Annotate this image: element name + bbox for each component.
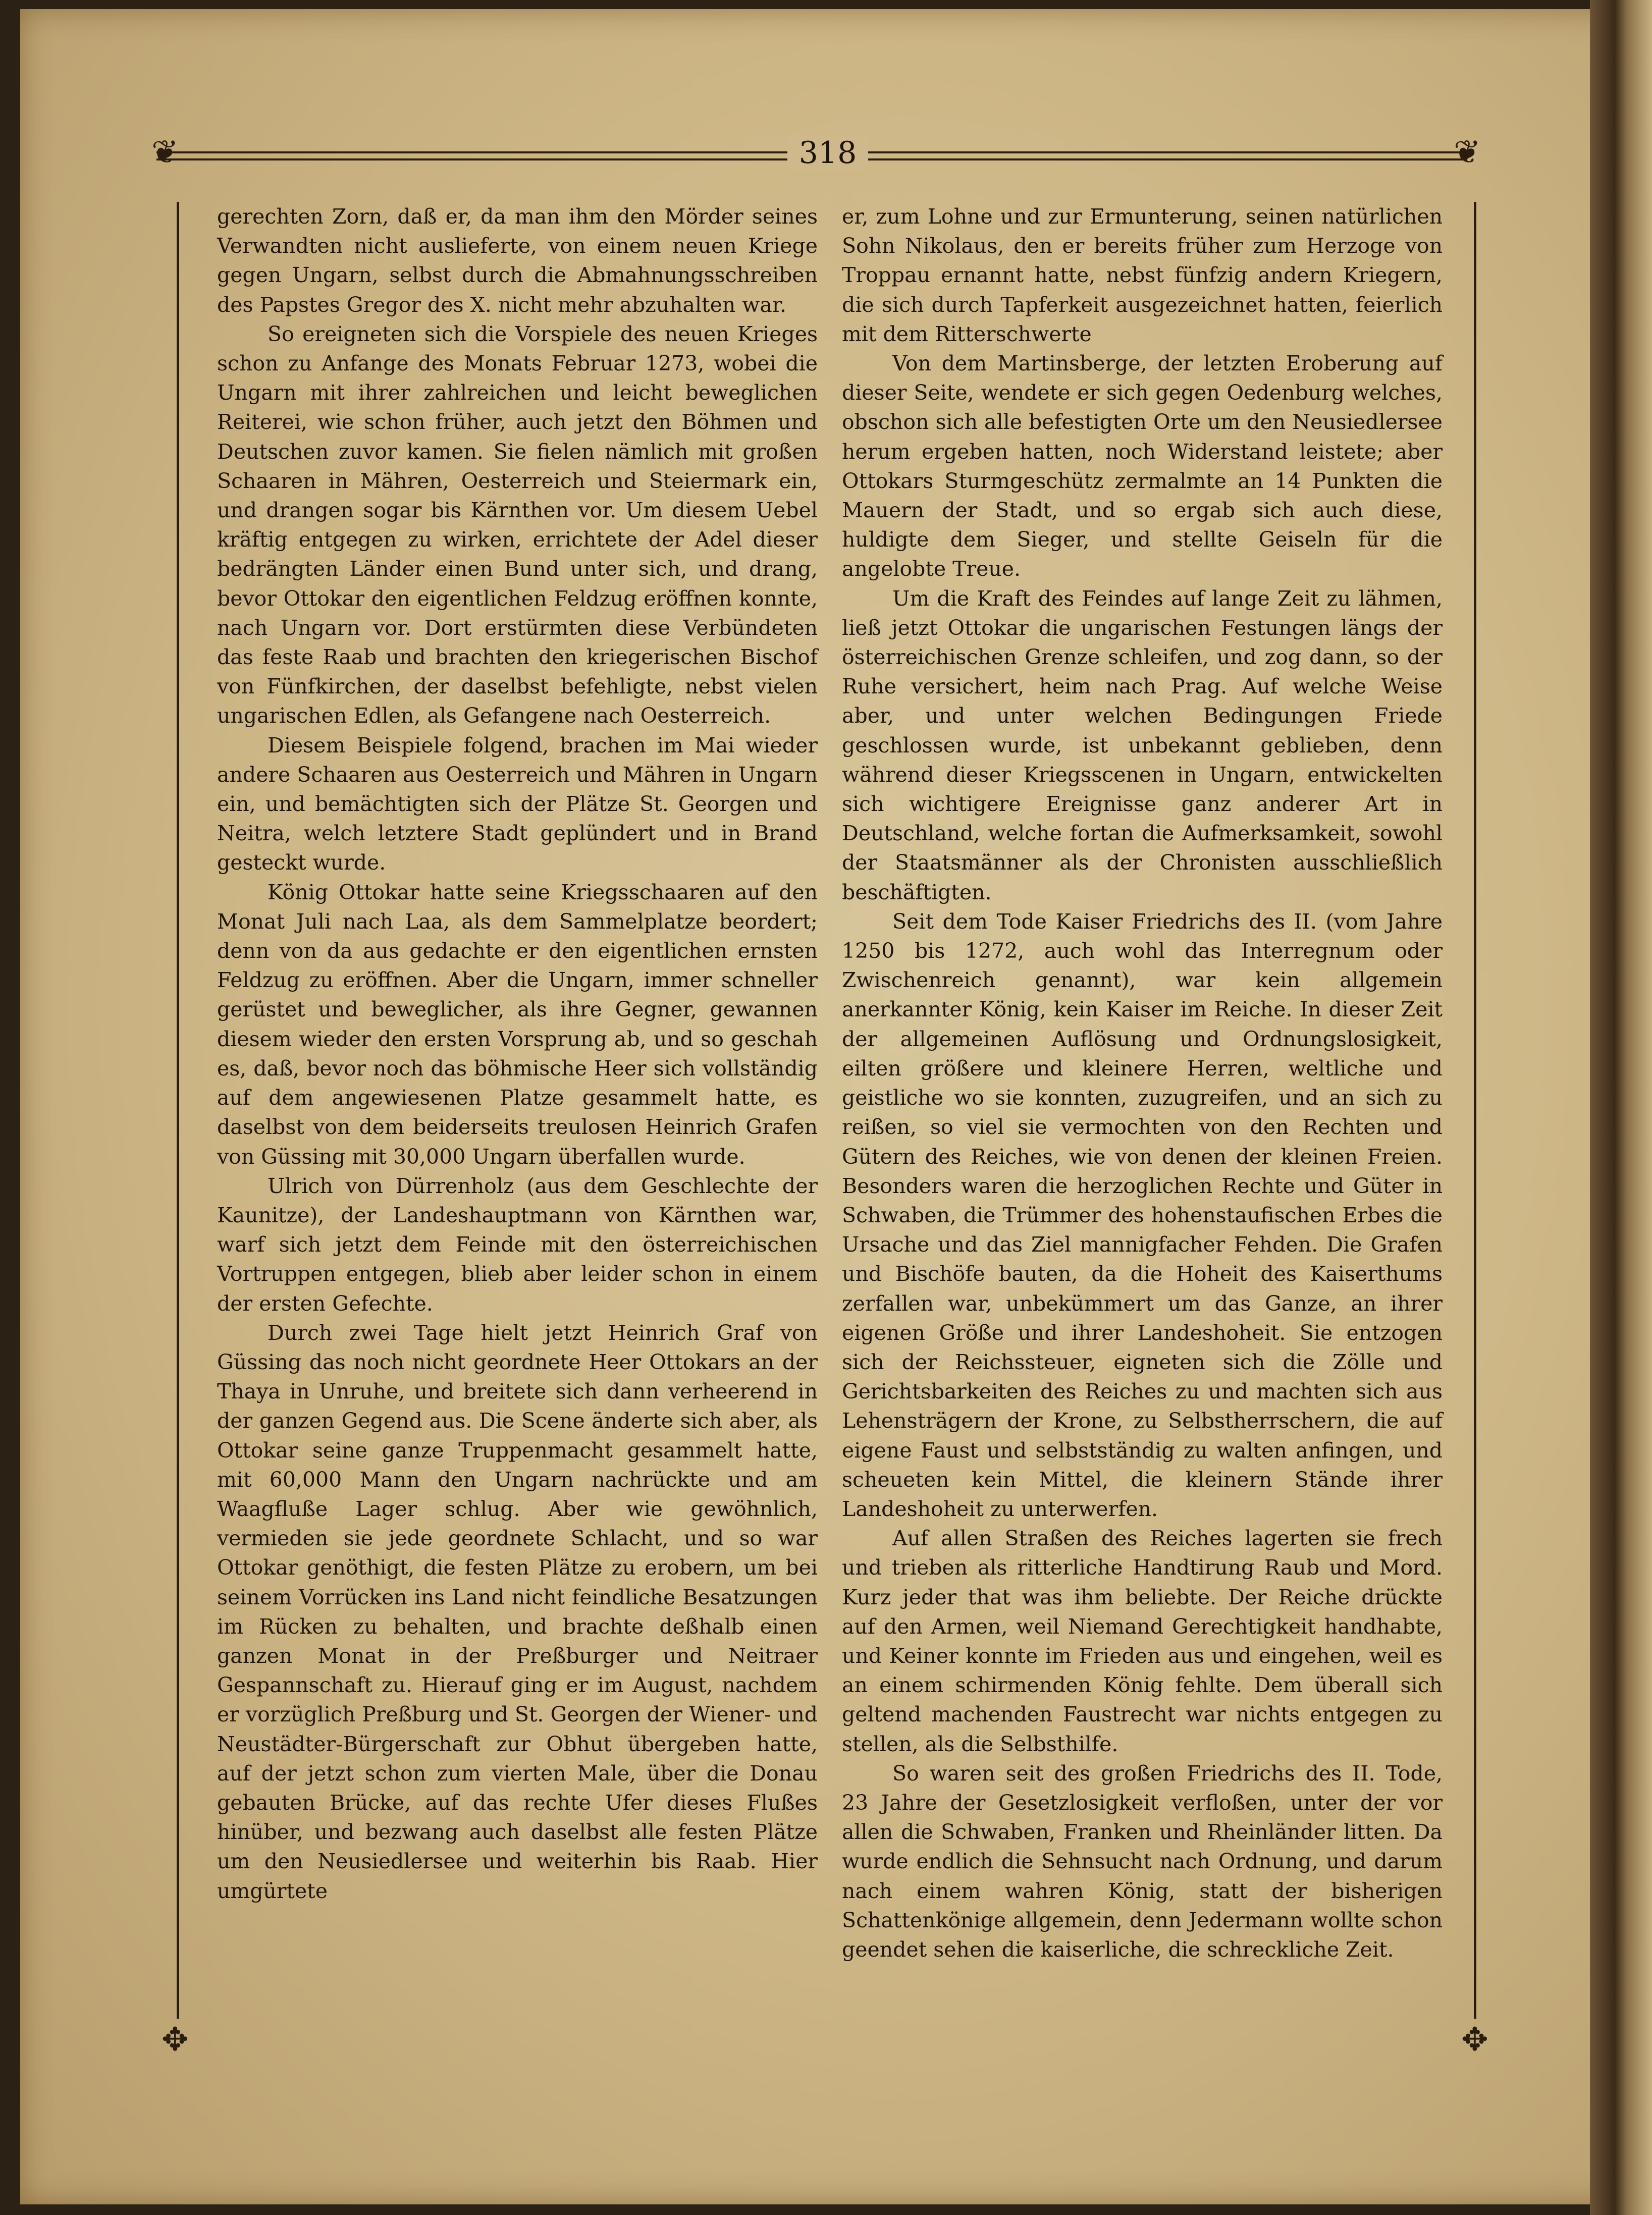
right-paragraph: er, zum Lohne und zur Ermunterung, seinen natürlichen Sohn Nikolaus, den er bereits früher zum Herzoge von Troppau ernannt hatte, nebst fünfzig andern Kriegern, die sich durch Tapferkeit ausgezeichnet hatten, feierlich mit dem Ritterschwerte [842,204,1443,346]
corner-ornament-top-right: ❦ [1454,134,1481,171]
right-paragraph: Von dem Martinsberge, der letzten Eroberung auf dieser Seite, wendete er sich gegen Oedenburg welches, obschon sich alle befestigten Orte um den Neusiedlersee herum ergeben hatten, noch Widerstand leistete; aber Ottokars Sturmgeschütz zermalmte an 14 Punkten die Mauern der Stadt, und so ergab sich auch diese, huldigte dem Sieger, und stellte Geiseln für die angelobte Treue. [842,351,1443,581]
left-paragraph: Diesem Beispiele folgend, brachen im Mai wieder andere Schaaren aus Oesterreich und Mähren in Ungarn ein, und bemächtigten sich der Plätze St. Georgen und Neitra, welch letztere Stadt geplündert und in Brand gesteckt wurde. [217,733,818,875]
right-paragraph: So waren seit des großen Friedrichs des II. Tode, 23 Jahre der Gesetzlosigkeit verfloßen, unter der vor allen die Schwaben, Franken und Rheinländer litten. Da wurde endlich die Sehnsucht nach Ordnung, und darum nach einem wahren König, statt der bisherigen Schattenkönige allgemein, denn Jedermann wollte schon geendet sehen die kaiserliche, die schreckliche Zeit. [842,1761,1443,1962]
book-gutter [1590,0,1652,2215]
right-paragraph: Um die Kraft des Feindes auf lange Zeit zu lähmen, ließ jetzt Ottokar die ungarischen Festungen längs der österreichischen Grenze schleifen, und zog dann, so der Ruhe versichert, heim nach Prag. Auf welche Weise aber, und unter welchen Bedingungen Friede geschlossen wurde, ist unbekannt geblieben, denn während dieser Kriegsscenen in Ungarn, entwickelten sich wichtigere Ereignisse ganz anderer Art in Deutschland, welche fortan die Aufmerksamkeit, sowohl der Staatsmänner als der Chronisten ausschließlich beschäftigten. [842,586,1443,904]
right-text-column [842,202,1443,1964]
corner-ornament-bottom-right: ✥ [1461,2021,1488,2059]
left-paragraph: Durch zwei Tage hielt jetzt Heinrich Graf von Güssing das noch nicht geordnete Heer Ottokars an der Thaya in Unruhe, und breitete sich dann verheerend in der ganzen Gegend aus. Die Scene änderte sich aber, als Ottokar seine ganze Truppenmacht gesammelt hatte, mit 60,000 Mann den Ungarn nachrückte und am Waagfluße Lager schlug. Aber wie gewöhnlich, vermieden sie jede geordnete Schlacht, und so war Ottokar genöthigt, die festen Plätze zu erobern, um bei seinem Vorrücken ins Land nicht feindliche Besatzungen im Rücken zu behalten, und brachte deßhalb einen ganzen Monat in der Preßburger und Neitraer Gespannschaft zu. Hierauf ging er im August, nachdem er vorzüglich Preßburg und St. Georgen der Wiener- und Neustädter-Bürgerschaft zur Obhut übergeben hatte, auf der jetzt schon zum vierten Male, über die Donau gebauten Brücke, auf das rechte Ufer dieses Flußes hinüber, und bezwang auch daselbst alle festen Plätze um den Neusiedlersee und weiterhin bis Raab. Hier umgürtete [217,1320,818,1903]
left-paragraph: gerechten Zorn, daß er, da man ihm den Mörder seines Verwandten nicht auslieferte, von einem neuen Kriege gegen Ungarn, selbst durch die Abmahnungsschreiben des Papstes Gregor des X. nicht mehr abzuhalten war. [217,204,818,317]
right-paragraph: Auf allen Straßen des Reiches lagerten sie frech und trieben als ritterliche Handtirung Raub und Mord. Kurz jeder that was ihm beliebte. Der Reiche drückte auf den Armen, weil Niemand Gerechtigkeit handhabte, und Keiner konnte im Frieden aus und eingehen, weil es an einem schirmenden König fehlte. Dem überall sich geltend machenden Faustrecht war nichts entgegen zu stellen, als die Selbsthilfe. [842,1526,1443,1756]
right-border-rule [1474,202,1476,2019]
right-paragraph: Seit dem Tode Kaiser Friedrichs des II. (vom Jahre 1250 bis 1272, auch wohl das Interregnum oder Zwischenreich genannt), war kein allgemein anerkannter König, kein Kaiser im Reiche. In dieser Zeit der allgemeinen Auflösung und Ordnungslosigkeit, eilten größere und kleinere Herren, weltliche und geistliche wo sie konnten, zuzugreifen, und an sich zu reißen, so viel sie vermochten von den Rechten und Gütern des Reiches, wie von denen der kleinen Freien. Besonders waren die herzoglichen Rechte und Güter in Schwaben, die Trümmer des hohenstaufischen Erbes die Ursache und das Ziel mannigfacher Fehden. Die Grafen und Bischöfe bauten, da die Hoheit des Kaiserthums zerfallen war, unbekümmert um das Ganze, an ihrer eigenen Größe und ihrer Landeshoheit. Sie entzogen sich der Reichssteuer, eigneten sich die Zölle und Gerichtsbarkeiten des Reiches zu und machten sich aus Lehensträgern der Krone, zu Selbstherrschern, die auf eigene Faust und selbstständig zu walten anfingen, und scheueten kein Mittel, die kleinern Stände ihrer Landeshoheit zu unterwerfen. [842,909,1443,1521]
left-border-rule [177,202,179,2019]
corner-ornament-bottom-left: ✥ [162,2021,189,2059]
page-number: 318 [787,135,868,171]
left-text-column [217,202,818,1906]
left-paragraph: So ereigneten sich die Vorspiele des neuen Krieges schon zu Anfange des Monats Februar 1273, wobei die Ungarn mit ihrer zahlreichen und leicht beweglichen Reiterei, wie schon früher, auch jetzt den Böhmen und Deutschen zuvor kamen. Sie fielen nämlich mit großen Schaaren in Mähren, Oesterreich und Steiermark ein, und drangen sogar bis Kärnthen vor. Um diesem Uebel kräftig entgegen zu wirken, errichtete der Adel dieser bedrängten Länder einen Bund unter sich, und drang, bevor Ottokar den eigentlichen Feldzug eröffnen konnte, nach Ungarn vor. Dort erstürmten diese Verbündeten das feste Raab und brachten den kriegerischen Bischof von Fünfkirchen, der daselbst befehligte, nebst vielen ungarischen Edlen, als Gefangene nach Oesterreich. [217,321,818,728]
left-paragraph: Ulrich von Dürrenholz (aus dem Geschlechte der Kaunitze), der Landeshauptmann von Kärnthen war, warf sich jetzt dem Feinde mit den österreichischen Vortruppen entgegen, blieb aber leider schon in einem der ersten Gefechte. [217,1173,818,1316]
corner-ornament-top-left: ❦ [151,134,179,171]
left-paragraph: König Ottokar hatte seine Kriegsschaaren auf den Monat Juli nach Laa, als dem Sammelplatze beordert; denn von da aus gedachte er den eigentlichen ernsten Feldzug zu eröffnen. Aber die Ungarn, immer schneller gerüstet und beweglicher, als ihre Gegner, gewannen diesem wieder den ersten Vorsprung ab, und so geschah es, daß, bevor noch das böhmische Heer sich vollständig auf dem angewiesenen Platze gesammelt hatte, es daselbst von dem beiderseits treulosen Heinrich Grafen von Güssing mit 30,000 Ungarn überfallen wurde. [217,880,818,1169]
